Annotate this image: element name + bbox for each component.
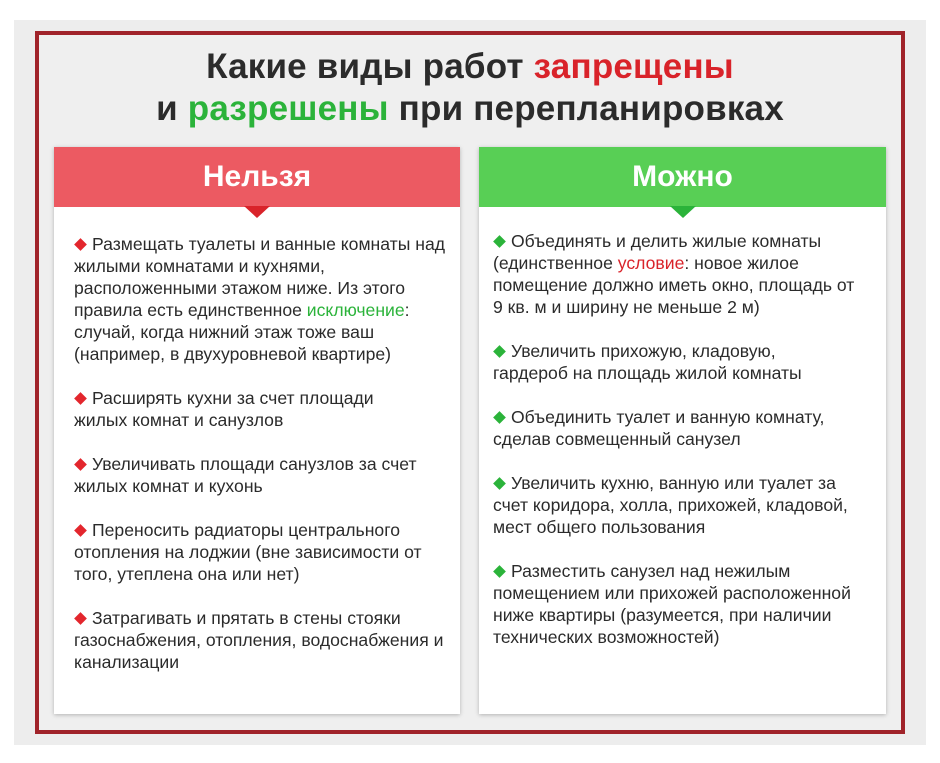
green-diamond-icon <box>493 565 506 578</box>
red-diamond-icon <box>74 524 87 537</box>
forbidden-item: Расширять кухни за счет площади жилых комнат и санузлов <box>74 388 374 430</box>
red-diamond-icon <box>74 392 87 405</box>
forbidden-item: Размещать туалеты и ванные комнаты над жилыми комнатами и кухнями, расположенными этажом ниже. Из этого правила есть единственное исключение: случай, когда нижний этаж тоже ваш (например, в двухуровневой квартире) <box>74 234 446 364</box>
forbidden-column <box>54 147 460 714</box>
forbidden-header: Нельзя <box>54 147 460 207</box>
exception-highlight: исключение <box>306 300 405 320</box>
title-line-2: и разрешены при перепланировках <box>156 89 784 128</box>
forbidden-notch-icon <box>244 206 270 218</box>
allowed-list <box>493 230 873 670</box>
condition-highlight: условие <box>617 253 685 273</box>
page-title <box>35 46 905 130</box>
green-diamond-icon <box>493 411 506 424</box>
red-diamond-icon <box>74 238 87 251</box>
allowed-item: Разместить санузел над нежилым помещением или прихожей расположенной ниже квартиры (разумеется, при наличии технических возможностей) <box>493 561 851 647</box>
green-diamond-icon <box>493 345 506 358</box>
forbidden-list <box>74 233 454 695</box>
title-forbidden-word: запрещены <box>533 47 734 86</box>
red-diamond-icon <box>74 458 87 471</box>
green-diamond-icon <box>493 477 506 490</box>
forbidden-item: Переносить радиаторы центрального отопления на лоджии (вне зависимости от того, утеплена она или нет) <box>74 520 422 584</box>
allowed-notch-icon <box>670 206 696 218</box>
allowed-item: Увеличить прихожую, кладовую, гардероб на площадь жилой комнаты <box>493 341 802 383</box>
title-allowed-word: разрешены <box>187 89 389 128</box>
forbidden-item: Увеличивать площади санузлов за счет жилых комнат и кухонь <box>74 454 417 496</box>
allowed-column <box>479 147 886 714</box>
green-diamond-icon <box>493 235 506 248</box>
title-line-1: Какие виды работ запрещены <box>206 47 734 86</box>
allowed-header: Можно <box>479 147 886 207</box>
allowed-item: Объединить туалет и ванную комнату, сделав совмещенный санузел <box>493 407 825 449</box>
allowed-item: Увеличить кухню, ванную или туалет за счет коридора, холла, прихожей, кладовой, мест общего пользования <box>493 473 848 537</box>
forbidden-item: Затрагивать и прятать в стены стояки газоснабжения, отопления, водоснабжения и канализации <box>74 608 444 672</box>
red-diamond-icon <box>74 612 87 625</box>
allowed-item: Объединять и делить жилые комнаты (единственное условие: новое жилое помещение должно иметь окно, площадь от 9 кв. м и ширину не меньше 2 м) <box>493 231 855 317</box>
